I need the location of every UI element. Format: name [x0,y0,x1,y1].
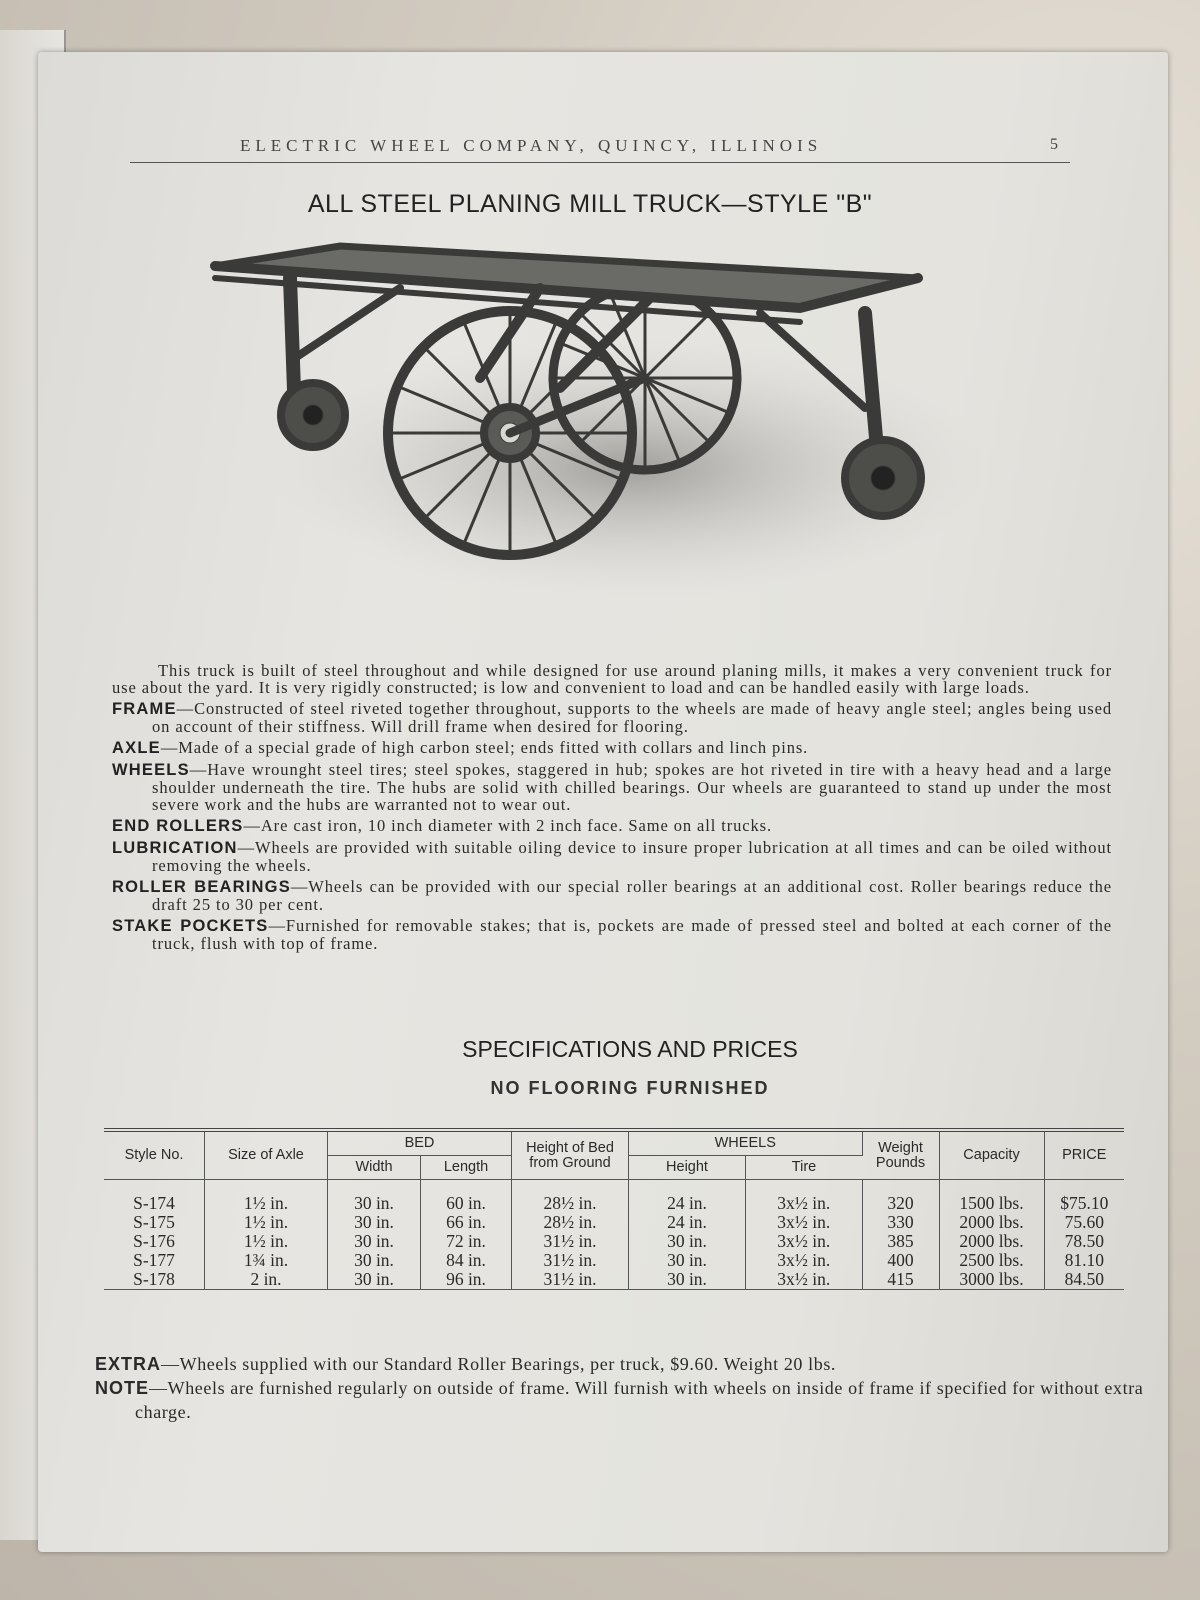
running-head [130,132,1070,163]
feature-wheels [112,761,1112,813]
header-wheel-tire: Tire [746,1156,863,1180]
feature-lead: ROLLER BEARINGS [112,878,291,896]
specs-title: SPECIFICATIONS AND PRICES [462,1036,798,1062]
cell-weight: 400 [862,1251,939,1270]
cell-price: 84.50 [1044,1270,1124,1290]
cell-style: S-177 [104,1251,205,1270]
cell-length: 60 in. [421,1180,512,1214]
cell-style: S-175 [104,1213,205,1232]
cell-price: 78.50 [1064,1231,1104,1251]
cell-tire: 3x½ in. [746,1232,863,1251]
cell-bed-height: 31½ in. [512,1251,629,1270]
footnote-text: —Wheels are furnished regularly on outside of frame. Will furnish with wheels on inside of frame if specified for without extra charge. [135,1378,1144,1422]
feature-roller-bearings [112,878,1112,913]
cell-wheel-height: 24 in. [629,1213,746,1232]
footnote-text: —Wheels supplied with our Standard Roller Bearings, per truck, $9.60. Weight 20 lbs. [161,1354,837,1374]
table-row [104,1251,1124,1270]
header-bed-length: Length [421,1156,512,1180]
header-wheels: WHEELS [629,1130,863,1156]
header-capacity: Capacity [939,1130,1044,1180]
cell-style: S-178 [104,1270,205,1290]
header-wheel-height: Height [629,1156,746,1180]
footnote-note [95,1376,1155,1424]
feature-text: —Wheels are provided with suitable oiling device to insure proper lubrication at all times and can be oiled without removing the wheels. [152,838,1112,875]
cell-weight: 320 [862,1180,939,1214]
cell-tire: 3x½ in. [746,1251,863,1270]
cell-capacity: 2000 lbs. [939,1213,1044,1232]
header-bed-height: Height of Bed from Ground [512,1130,629,1180]
feature-lead: END ROLLERS [112,817,244,835]
cell-length: 66 in. [421,1213,512,1232]
cell-wheel-height: 30 in. [629,1232,746,1251]
feature-stake-pockets [112,917,1112,952]
footnote-extra [95,1352,1155,1376]
cell-price: $75.10 [1060,1193,1109,1213]
feature-text: —Wheels can be provided with our special roller bearings at an additional cost. Roller bearings reduce the draft 25 to 30 per cent. [152,877,1112,914]
cell-length: 84 in. [421,1251,512,1270]
specifications-table [104,1128,1124,1290]
cell-bed-height: 31½ in. [512,1232,629,1251]
cell-axle: 2 in. [205,1270,328,1290]
feature-lead: LUBRICATION [112,839,238,857]
cell-tire: 3x½ in. [746,1180,863,1214]
header-style-no: Style No. [104,1130,205,1180]
cell-weight: 415 [862,1270,939,1290]
cell-axle: 1½ in. [205,1213,328,1232]
running-head-title: ELECTRIC WHEEL COMPANY, QUINCY, ILLINOIS [240,136,823,155]
cell-tire: 3x½ in. [746,1270,863,1290]
cell-width: 30 in. [328,1232,421,1251]
table-row [104,1180,1124,1214]
page-number: 5 [1050,136,1058,153]
cell-weight: 385 [862,1232,939,1251]
feature-lead: AXLE [112,739,161,757]
cell-style: S-176 [104,1232,205,1251]
feature-lead: FRAME [112,700,177,718]
cell-style: S-174 [104,1180,205,1214]
header-bed-width: Width [328,1156,421,1180]
cell-capacity: 2500 lbs. [939,1251,1044,1270]
cell-length: 72 in. [421,1232,512,1251]
cell-width: 30 in. [328,1270,421,1290]
cell-weight: 330 [862,1213,939,1232]
header-axle: Size of Axle [205,1130,328,1180]
cell-width: 30 in. [328,1251,421,1270]
header-bed: BED [328,1130,512,1156]
cell-width: 30 in. [328,1213,421,1232]
cell-axle: 1½ in. [205,1180,328,1214]
cell-axle: 1½ in. [205,1232,328,1251]
cell-width: 30 in. [328,1180,421,1214]
footnote-lead: EXTRA [95,1354,162,1374]
table-row [104,1232,1124,1251]
cell-wheel-height: 30 in. [629,1251,746,1270]
header-weight: Weight Pounds [862,1130,939,1180]
feature-text: —Are cast iron, 10 inch diameter with 2 inch face. Same on all trucks. [243,816,772,835]
cell-price: 81.10 [1064,1250,1104,1270]
table-row [104,1270,1124,1290]
cell-wheel-height: 30 in. [629,1270,746,1290]
description-text [112,662,1112,956]
feature-lead: WHEELS [112,761,190,779]
cell-length: 96 in. [421,1270,512,1290]
footnote-lead: NOTE [95,1378,150,1398]
feature-text: —Have wrounght steel tires; steel spokes, staggered in hub; spokes are hot riveted in tire with a heavy head and a large shoulder underneath the tire. The hubs are solid with chilled bearings. Our wheels are guaranteed to stand up under the most severe work and the hubs are warranted not to wear out. [152,760,1112,814]
feature-frame [112,700,1112,735]
footnotes [95,1352,1155,1424]
intro-paragraph: This truck is built of steel throughout and while designed for use around planing mills, it makes a very convenient truck for use about the yard. It is very rigidly constructed; is low and convenient to load and can be handled easily with large loads. [112,661,1112,697]
cell-capacity: 2000 lbs. [939,1232,1044,1251]
table-row [104,1213,1124,1232]
cell-tire: 3x½ in. [746,1213,863,1232]
specs-subtitle: NO FLOORING FURNISHED [490,1078,770,1098]
cell-capacity: 3000 lbs. [939,1270,1044,1290]
feature-lubrication [112,839,1112,874]
cell-bed-height: 28½ in. [512,1180,629,1214]
cell-axle: 1¾ in. [205,1251,328,1270]
feature-lead: STAKE POCKETS [112,917,269,935]
feature-end-rollers [112,817,1112,835]
page-headline: ALL STEEL PLANING MILL TRUCK—STYLE "B" [307,190,873,218]
header-price: PRICE [1044,1130,1124,1180]
cell-bed-height: 31½ in. [512,1270,629,1290]
cell-capacity: 1500 lbs. [939,1180,1044,1214]
feature-axle [112,739,1112,757]
truck-illustration [200,238,980,638]
feature-text: —Furnished for removable stakes; that is, pockets are made of pressed steel and bolted at each corner of the truck, flush with top of frame. [152,916,1112,953]
feature-text: —Constructed of steel riveted together throughout, supports to the wheels are made of heavy angle steel; angles being used on account of their stiffness. Will drill frame when desired for flooring. [152,699,1112,736]
feature-text: —Made of a special grade of high carbon steel; ends fitted with collars and linch pins. [160,738,809,757]
cell-bed-height: 28½ in. [512,1213,629,1232]
cell-price: 75.60 [1064,1212,1104,1232]
cell-wheel-height: 24 in. [629,1180,746,1214]
